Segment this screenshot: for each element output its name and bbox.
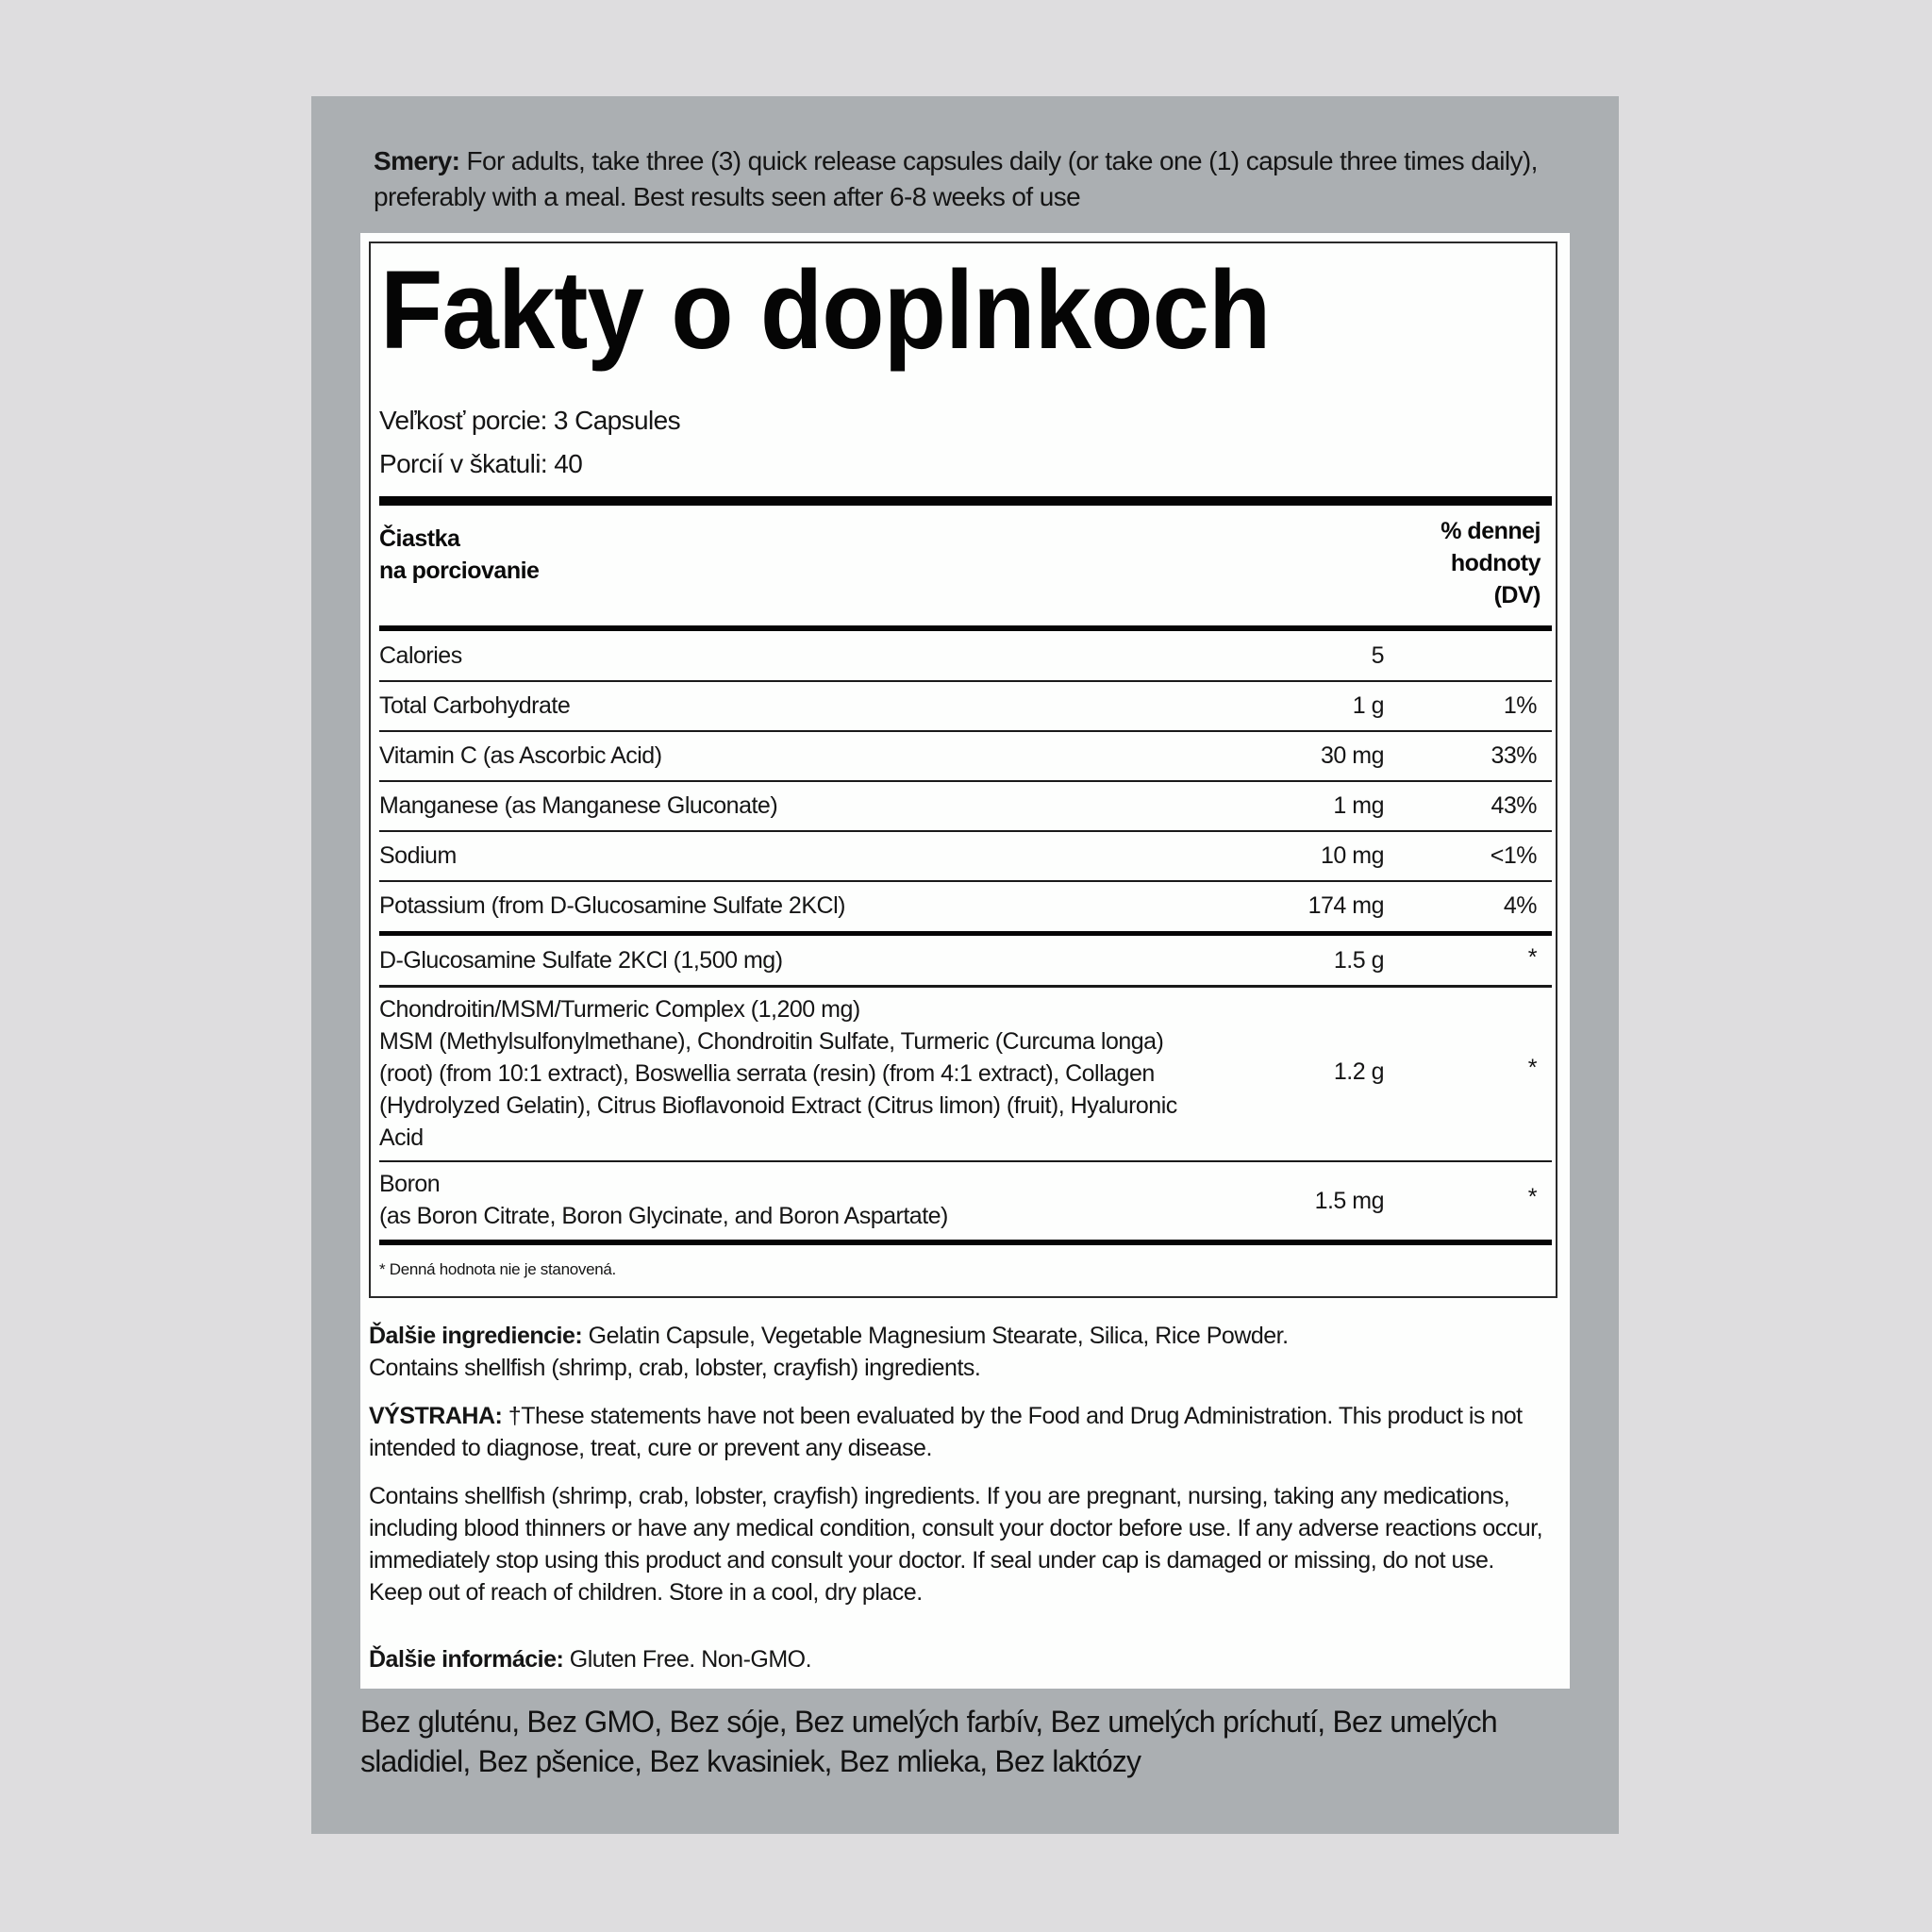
serving-size: Veľkosť porcie: 3 Capsules — [379, 406, 681, 435]
free-from-list: Bez gluténu, Bez GMO, Bez sóje, Bez umelých farbív, Bez umelých príchutí, Bez umelých sladidiel, Bez pšenice, Bez kvasiniek, Bez mlieka, Bez laktózy — [360, 1705, 1497, 1778]
additional-info: Ďalšie informácie: Gluten Free. Non-GMO. — [369, 1646, 812, 1673]
allergen-note: Contains shellfish (shrimp, crab, lobster, crayfish) ingredients. — [369, 1355, 981, 1381]
nutrient-row-sodium: Sodium 10 mg <1% — [379, 842, 1537, 869]
nutrient-row-vitamin-c: Vitamin C (as Ascorbic Acid) 30 mg 33% — [379, 742, 1537, 769]
directions-text — [374, 143, 1591, 215]
nutrient-row-chondroitin-complex: Chondroitin/MSM/Turmeric Complex (1,200 mg) MSM (Methylsulfonylmethane), Chondroitin Sulfate, Turmeric (Curcuma longa) (root) (from 10:1 extract), Boswellia serrata (resin) (from 4:1 extract), Collagen (Hydrolyzed Gelatin), Citrus Bioflavonoid Extract (Citrus limon) (fruit), Hyaluronic Acid 1.2 g * — [379, 996, 1537, 1151]
label-panel — [311, 96, 1619, 1834]
nutrient-row-glucosamine: D-Glucosamine Sulfate 2KCl (1,500 mg) 1.5 g * — [379, 944, 1537, 974]
nutrient-row-total-carbohydrate: Total Carbohydrate 1 g 1% — [379, 692, 1537, 719]
warning-label: VÝSTRAHA: — [369, 1403, 503, 1429]
bottom-divider — [379, 1240, 1552, 1245]
directions-label: Smery: — [374, 146, 460, 175]
warning-details: Contains shellfish (shrimp, crab, lobster, crayfish) ingredients. If you are pregnant, nursing, taking any medications, including blood thinners or have any medical condition, consult your doctor before use. If any adverse reactions occur, immediately stop using this product and consult your doctor. If seal under cap is damaged or missing, do not use. Keep out of reach of children. Store in a cool, dry place. — [369, 1483, 1543, 1606]
servings-per-container: Porcií v škatuli: 40 — [379, 449, 583, 478]
nutrient-row-calories: Calories 5 — [379, 642, 1384, 669]
warning: VÝSTRAHA: †These statements have not been evaluated by the Food and Drug Administration. This product is not intended to diagnose, treat, cure or prevent any disease. — [369, 1403, 1523, 1461]
supplement-label — [360, 233, 1570, 1689]
nutrient-row-boron: Boron (as Boron Citrate, Boron Glycinate, and Boron Aspartate) 1.5 mg * — [379, 1171, 1537, 1229]
nutrient-row-potassium: Potassium (from D-Glucosamine Sulfate 2KCl) 174 mg 4% — [379, 892, 1537, 919]
nutrient-row-manganese: Manganese (as Manganese Gluconate) 1 mg 43% — [379, 792, 1537, 819]
directions-body: For adults, take three (3) quick release capsules daily (or take one (1) capsule three times daily), preferably with a meal. Best results seen after 6-8 weeks of use — [374, 146, 1538, 211]
thick-divider — [379, 496, 1552, 506]
facts-title: Fakty o doplnkoch — [380, 248, 1271, 373]
supplement-facts-box — [369, 242, 1557, 1298]
other-ingredients: Ďalšie ingrediencie: Gelatin Capsule, Vegetable Magnesium Stearate, Silica, Rice Powder. Contains shellfish (shrimp, crab, lobster, crayfish) ingredients. — [369, 1320, 1557, 1384]
daily-value-footnote: * Denná hodnota nie je stanovená. — [379, 1260, 616, 1278]
amount-per-serving-header: Čiastka na porciovanie — [379, 525, 540, 584]
additional-info-label: Ďalšie informácie: — [369, 1646, 564, 1673]
daily-value-header: % dennej hodnoty (DV) — [1441, 518, 1541, 608]
other-ingredients-label: Ďalšie ingrediencie: — [369, 1323, 583, 1349]
